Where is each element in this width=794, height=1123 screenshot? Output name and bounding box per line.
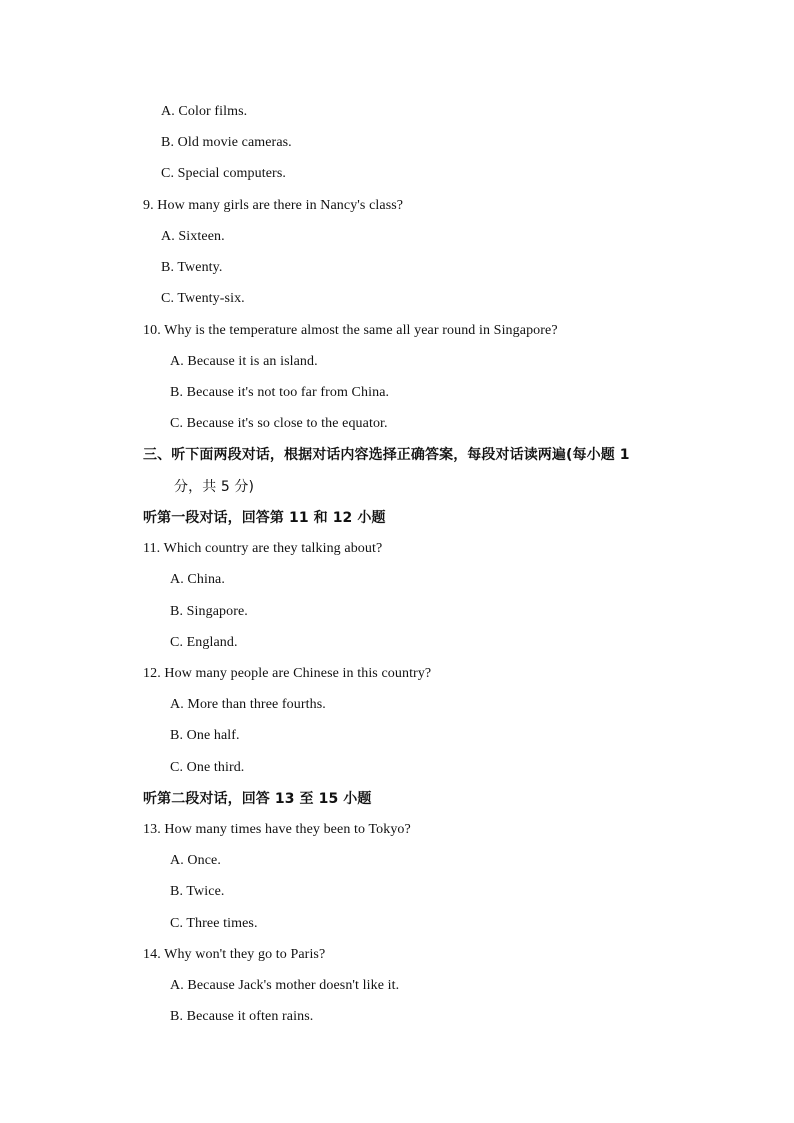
q12-option-c: C. One third. <box>170 760 245 775</box>
q8-option-c: C. Special computers. <box>161 166 286 181</box>
q10-option-b: B. Because it's not too far from China. <box>170 385 390 400</box>
section-3-heading: 三、听下面两段对话，根据对话内容选择正确答案，每段对话读两遍(每小题 1 <box>143 447 630 463</box>
q9-option-a: A. Sixteen. <box>161 229 225 244</box>
q10-option-c: C. Because it's so close to the equator. <box>170 416 388 431</box>
q12-option-b: B. One half. <box>170 728 240 743</box>
q9-option-b: B. Twenty. <box>161 260 223 275</box>
section-3-heading-cont: 分，共 5 分) <box>174 479 255 495</box>
q12-option-a: A. More than three fourths. <box>170 697 326 712</box>
q8-option-a: A. Color films. <box>161 104 248 119</box>
q13-option-b: B. Twice. <box>170 884 225 899</box>
q11-option-b: B. Singapore. <box>170 604 248 619</box>
q9-option-c: C. Twenty-six. <box>161 291 245 306</box>
question-10: 10. Why is the temperature almost the same all year round in Singapore? <box>143 323 558 338</box>
q14-option-b: B. Because it often rains. <box>170 1009 314 1024</box>
question-13: 13. How many times have they been to Tokyo? <box>143 822 411 837</box>
question-14: 14. Why won't they go to Paris? <box>143 947 326 962</box>
q13-option-c: C. Three times. <box>170 916 258 931</box>
q14-option-a: A. Because Jack's mother doesn't like it. <box>170 978 400 993</box>
q11-option-a: A. China. <box>170 572 225 587</box>
dialogue-2-instruction: 听第二段对话，回答 13 至 15 小题 <box>143 791 372 807</box>
q8-option-b: B. Old movie cameras. <box>161 135 292 150</box>
q10-option-a: A. Because it is an island. <box>170 354 318 369</box>
question-9: 9. How many girls are there in Nancy's class? <box>143 198 404 213</box>
dialogue-1-instruction: 听第一段对话，回答第 11 和 12 小题 <box>143 510 386 526</box>
q11-option-c: C. England. <box>170 635 238 650</box>
question-12: 12. How many people are Chinese in this country? <box>143 666 432 681</box>
question-11: 11. Which country are they talking about? <box>143 541 383 556</box>
q13-option-a: A. Once. <box>170 853 221 868</box>
